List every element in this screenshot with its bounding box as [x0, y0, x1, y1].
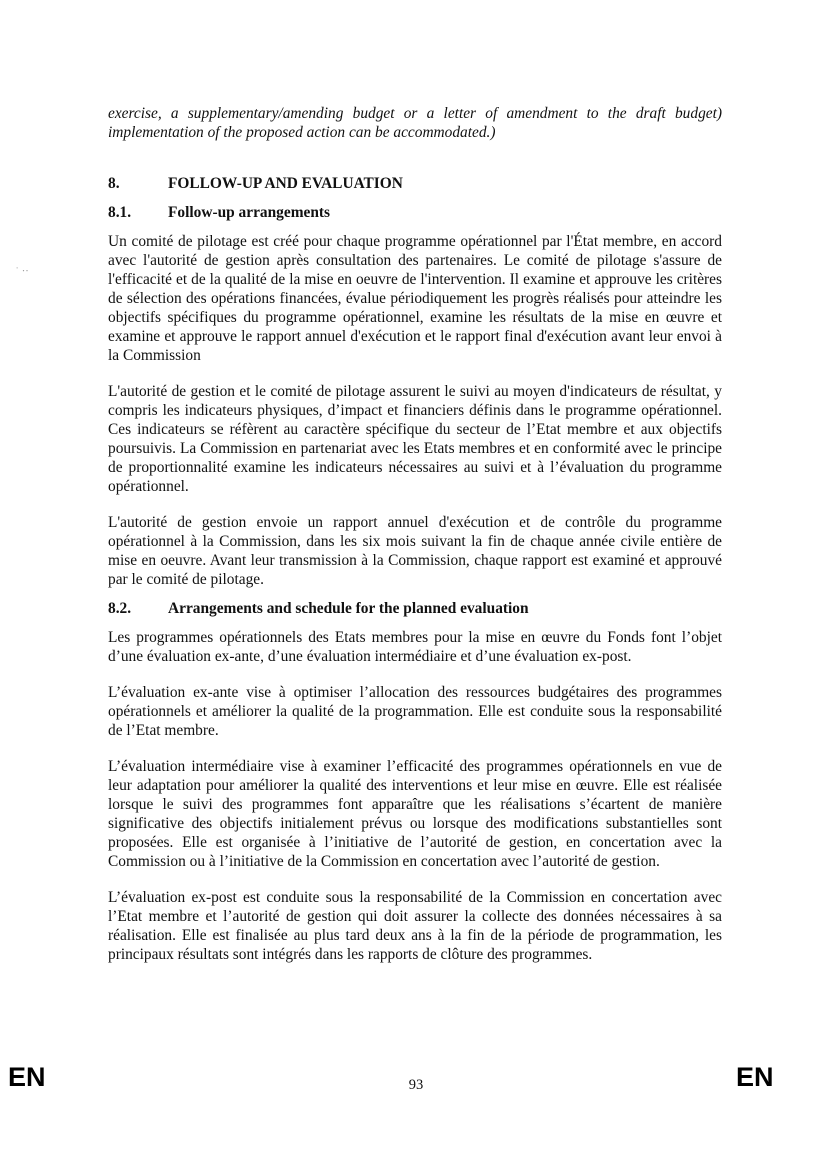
subsection-heading-8-1	[108, 203, 722, 222]
paragraph: Les programmes opérationnels des Etats membres pour la mise en œuvre du Fonds font l’objet d’une évaluation ex-ante, d’une évaluation intermédiaire et d’une évaluation ex-post.	[108, 629, 722, 665]
paragraph: L’évaluation intermédiaire vise à examiner l’efficacité des programmes opérationnels en vue de leur adaptation pour améliorer la qualité des interventions et leur mise en œuvre. Elle est réalisée lorsque le suivi des programmes font apparaître que les réalisations s’écartent de manière significative des objectifs initialement prévus ou lorsque des modifications substantielles sont proposées. Elle est organisée à l’initiative de l’autorité de gestion, en concertation avec la Commission ou à l’initiative de la Commission en concertation avec l’autorité de gestion.	[108, 758, 722, 870]
intro-text: exercise, a supplementary/amending budget or a letter of amendment to the draft budget) implementation of the proposed action can be accommodated.)	[108, 105, 722, 141]
scan-artifact: ﾞ ･･	[16, 267, 29, 275]
section-number: 8.	[108, 175, 120, 192]
page-content	[108, 104, 722, 981]
paragraph: L'autorité de gestion et le comité de pilotage assurent le suivi au moyen d'indicateurs de résultat, y compris les indicateurs physiques, d’impact et financiers définis dans le programme opérationnel. Ces indicateurs se réfèrent au caractère spécifique du secteur de l’Etat membre et aux objectifs poursuivis. La Commission en partenariat avec les Etats membres et en conformité avec le principe de proportionnalité examine les indicateurs nécessaires au suivi et à l’évaluation du programme opérationnel.	[108, 383, 722, 495]
subsection-number: 8.1.	[108, 204, 132, 221]
subsection-title: Follow-up arrangements	[168, 204, 331, 221]
section-heading	[108, 174, 722, 193]
subsection-number: 8.2.	[108, 600, 132, 617]
language-marker-left: EN	[8, 1062, 46, 1092]
section-title: FOLLOW-UP AND EVALUATION	[168, 175, 403, 192]
paragraph: Un comité de pilotage est créé pour chaque programme opérationnel par l'État membre, en accord avec l'autorité de gestion après consultation des partenaires. Le comité de pilotage s'assure de l'efficacité et de la qualité de la mise en oeuvre de l'intervention. Il examine et approuve les critères de sélection des opérations financées, évalue périodiquement les progrès réalisés pour atteindre les objectifs spécifiques du programme opérationnel, examine les résultats de la mise en œuvre et examine et approuve le rapport annuel d'exécution et le rapport final d'exécution avant leur envoi à la Commission	[108, 233, 722, 364]
page-number: 93	[408, 1077, 424, 1093]
subsection-title: Arrangements and schedule for the planned evaluation	[168, 600, 529, 617]
paragraph: L'autorité de gestion envoie un rapport annuel d'exécution et de contrôle du programme opérationnel à la Commission, dans les six mois suivant la fin de chaque année civile entière de mise en oeuvre. Avant leur transmission à la Commission, chaque rapport est examiné et approuvé par le comité de pilotage.	[108, 514, 722, 588]
paragraph: L’évaluation ex-ante vise à optimiser l’allocation des ressources budgétaires des programmes opérationnels et améliorer la qualité de la programmation. Elle est conduite sous la responsabilité de l’Etat membre.	[108, 684, 722, 739]
paragraph: L’évaluation ex-post est conduite sous la responsabilité de la Commission en concertation avec l’Etat membre et l’autorité de gestion qui doit assurer la collecte des données nécessaires à sa réalisation. Elle est finalisée au plus tard deux ans à la fin de la période de programmation, les principaux résultats sont intégrés dans les rapports de clôture des programmes.	[108, 889, 722, 963]
language-marker-right: EN	[736, 1062, 774, 1092]
subsection-heading-8-2	[108, 599, 722, 618]
